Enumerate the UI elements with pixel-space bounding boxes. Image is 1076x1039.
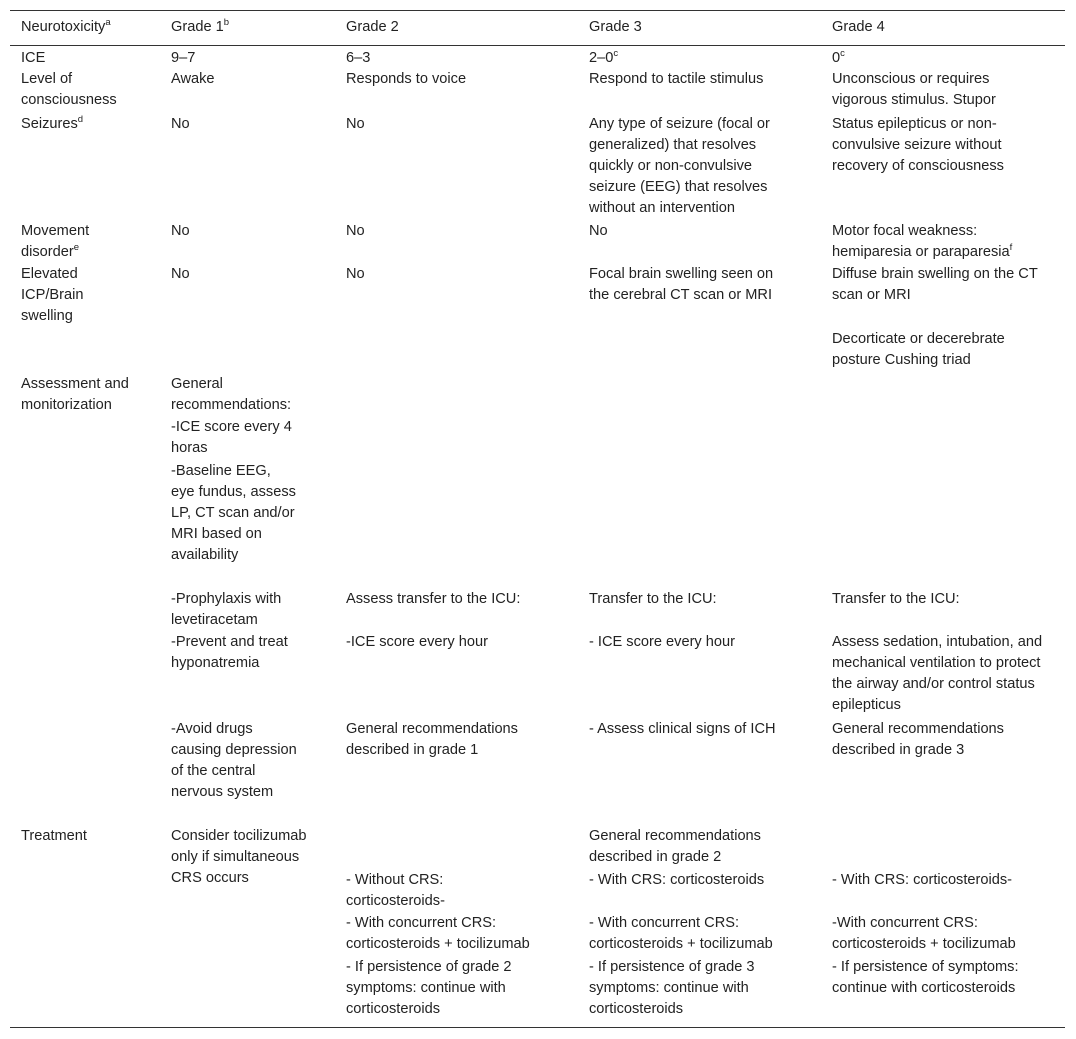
footnote-mark: f [1009,242,1013,254]
movement-grade-4-text: Motor focal weakness: hemiparesia or paraparesia [832,223,1010,260]
row-label-movement-text: Movement disorder [21,223,90,260]
treatment-grade-3-general: General recommendations described in grade 2 [589,828,761,865]
treatment-grade-4-with-crs: - With CRS: corticosteroids- [832,872,1013,888]
treatment-grade-4-concurrent-crs: -With concurrent CRS: corticosteroids + tocilizumab [832,915,1016,952]
icp-grade-2: No [346,266,365,282]
treatment-grade-4-persistence: - If persistence of symptoms: continue with corticosteroids [832,959,1019,996]
row-label-ice: ICE [21,50,46,66]
row-label-seizures-text: Seizures [21,116,78,132]
assessment-grade-1-prophylaxis: -Prophylaxis with levetiracetam [171,591,282,628]
treatment-grade-3-with-crs: - With CRS: corticosteroids [589,872,765,888]
assessment-grade-3-ich: - Assess clinical signs of ICH [589,721,776,737]
ice-grade-1: 9–7 [171,50,196,66]
treatment-grade-2-without-crs: - Without CRS: corticosteroids- [346,872,445,909]
header-neurotoxicity [21,17,161,38]
consciousness-grade-4: Unconscious or requires vigorous stimulus. Stupor [832,71,996,108]
neurotoxicity-grading-table [10,10,1065,1028]
consciousness-grade-3: Respond to tactile stimulus [589,71,764,87]
footnote-mark: c [613,48,619,60]
consciousness-grade-1: Awake [171,71,215,87]
table-header [10,11,1065,46]
icp-grade-4-posture: Decorticate or decerebrate posture Cushing triad [832,331,1005,368]
footnote-mark: e [73,242,80,254]
movement-grade-2: No [346,223,365,239]
header-neurotoxicity-text: Neurotoxicity [21,19,106,35]
assessment-grade-4-general: General recommendations described in grade 3 [832,721,1004,758]
assessment-grade-1-baseline: -Baseline EEG, eye fundus, assess LP, CT scan and/or MRI based on availability [171,463,296,563]
header-grade-3: Grade 3 [589,19,642,35]
treatment-grade-3-concurrent-crs: - With concurrent CRS: corticosteroids + tocilizumab [589,915,773,952]
consciousness-grade-2: Responds to voice [346,71,467,87]
ice-grade-2: 6–3 [346,50,371,66]
assessment-grade-3-ice: - ICE score every hour [589,634,735,650]
treatment-grade-2-persistence: - If persistence of grade 2 symptoms: continue with corticosteroids [346,959,512,1017]
assessment-grade-2-ice: -ICE score every hour [346,634,488,650]
ice-grade-4 [832,48,1042,69]
seizures-grade-3: Any type of seizure (focal or generalized) that resolves quickly or non-convulsive seizure (EEG) that resolves without an intervention [589,116,770,216]
treatment-grade-1: Consider tocilizumab only if simultaneous CRS occurs [171,828,307,886]
seizures-grade-4: Status epilepticus or non-convulsive seizure without recovery of consciousness [832,116,1004,174]
ice-grade-3-text: 2–0 [589,50,614,66]
assessment-grade-4-sedation: Assess sedation, intubation, and mechanical ventilation to protect the airway and/or control status epilepticus [832,634,1043,713]
row-label-movement [21,221,146,263]
row-label-seizures [21,114,161,135]
assessment-grade-4-transfer: Transfer to the ICU: [832,591,960,607]
row-label-assessment: Assessment and monitorization [21,376,129,413]
assessment-grade-2-transfer: Assess transfer to the ICU: [346,591,521,607]
icp-grade-1: No [171,266,190,282]
icp-grade-4-swelling: Diffuse brain swelling on the CT scan or MRI [832,266,1038,303]
header-grade-4: Grade 4 [832,19,885,35]
row-label-treatment: Treatment [21,828,87,844]
treatment-grade-3-persistence: - If persistence of grade 3 symptoms: continue with corticosteroids [589,959,755,1017]
seizures-grade-2: No [346,116,365,132]
header-grade-2: Grade 2 [346,19,399,35]
assessment-grade-1-ice: -ICE score every 4 horas [171,419,292,456]
assessment-grade-1-general: General recommendations: [171,376,292,413]
ice-grade-4-text: 0 [832,50,841,66]
seizures-grade-1: No [171,116,190,132]
row-label-icp: Elevated ICP/Brain swelling [21,266,84,324]
header-grade-1-text: Grade 1 [171,19,224,35]
header-grade-1 [171,17,311,38]
row-label-consciousness: Level of consciousness [21,71,117,108]
ice-grade-3 [589,48,794,69]
assessment-grade-1-hyponatremia: -Prevent and treat hyponatremia [171,634,288,671]
assessment-grade-2-general: General recommendations described in grade 1 [346,721,518,758]
footnote-mark: d [77,114,84,126]
movement-grade-1: No [171,223,190,239]
movement-grade-3: No [589,223,608,239]
icp-grade-3: Focal brain swelling seen on the cerebral CT scan or MRI [589,266,774,303]
assessment-grade-3-transfer: Transfer to the ICU: [589,591,717,607]
footnote-mark: a [105,17,111,29]
movement-grade-4 [832,221,1042,263]
footnote-mark: c [840,48,845,60]
assessment-grade-1-avoid-drugs: -Avoid drugs causing depression of the central nervous system [171,721,297,800]
treatment-grade-2-with-crs: - With concurrent CRS: corticosteroids + tocilizumab [346,915,530,952]
footnote-mark: b [223,17,230,29]
